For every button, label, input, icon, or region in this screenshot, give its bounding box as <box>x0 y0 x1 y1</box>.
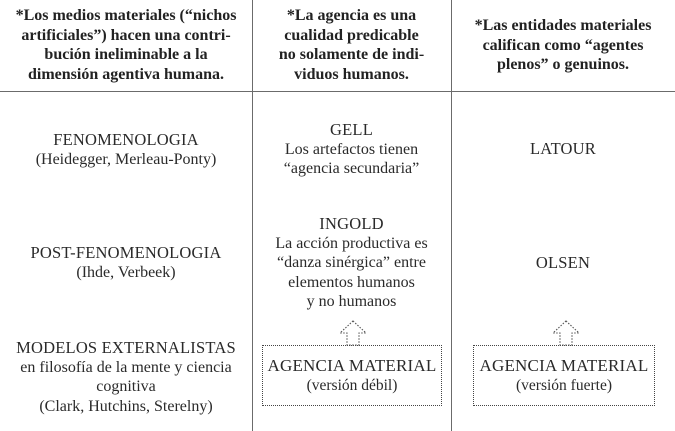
ingold-line: y no humanos <box>306 293 397 310</box>
agencia-material-fuerte-subtitle: (versión fuerte) <box>516 376 612 394</box>
header-col2 <box>252 6 451 84</box>
header-col3 <box>451 16 675 75</box>
externalistas-title: MODELOS EXTERNALISTAS <box>16 338 236 357</box>
up-arrow-icon <box>551 320 581 346</box>
header-col2-line: no solamente de indi- <box>278 46 425 63</box>
header-col2-line: viduos humanos. <box>294 65 409 83</box>
header-col2-line: *La agencia es una <box>286 7 417 24</box>
latour-block <box>451 139 675 159</box>
ingold-block <box>252 214 451 312</box>
agencia-material-fuerte-box <box>473 345 655 406</box>
latour-title: LATOUR <box>530 139 596 158</box>
header-col2-line: cualidad predicable <box>284 26 419 44</box>
header-col1-line: *Los medios materiales (“nichos <box>15 7 237 24</box>
ingold-title: INGOLD <box>319 214 384 233</box>
header-divider <box>0 91 675 92</box>
gell-block <box>252 120 451 179</box>
olsen-block <box>451 253 675 273</box>
header-col1 <box>0 6 252 84</box>
post-fenomenologia-title: POST-FENOMENOLOGIA <box>30 243 222 262</box>
ingold-line: “danza sinérgica” entre <box>277 254 426 271</box>
externalistas-block <box>0 338 252 416</box>
up-arrow-icon <box>338 320 368 346</box>
header-col3-line: *Las entidades materiales <box>474 17 652 34</box>
gell-title: GELL <box>330 120 373 139</box>
ingold-line: La acción productiva es <box>275 234 428 252</box>
header-col1-line: dimensión agentiva humana. <box>27 65 225 83</box>
gell-line: “agencia secundaria” <box>283 160 420 177</box>
agencia-material-fuerte-title: AGENCIA MATERIAL <box>479 355 649 375</box>
ingold-line: elementos humanos <box>288 273 415 291</box>
header-col1-line: bución ineliminable a la <box>44 46 208 63</box>
olsen-title: OLSEN <box>535 253 591 272</box>
header-col3-line: plenos” o genuinos. <box>496 56 630 73</box>
fenomenologia-authors: (Heidegger, Merleau-Ponty) <box>35 150 217 168</box>
fenomenologia-block <box>0 130 252 169</box>
post-fenomenologia-block <box>0 243 252 282</box>
externalistas-authors: (Clark, Hutchins, Sterelny) <box>39 397 213 415</box>
externalistas-line: en filosofía de la mente y ciencia <box>20 358 232 376</box>
post-fenomenologia-authors: (Ihde, Verbeek) <box>76 263 176 281</box>
externalistas-line: cognitiva <box>96 378 156 395</box>
fenomenologia-title: FENOMENOLOGIA <box>53 130 199 149</box>
agencia-material-debil-title: AGENCIA MATERIAL <box>267 355 437 375</box>
agencia-material-debil-subtitle: (versión débil) <box>306 376 398 394</box>
gell-line: Los artefactos tienen <box>284 140 419 158</box>
header-col1-line: artificiales”) hacen una contri- <box>21 26 231 44</box>
header-col3-line: califican como “agentes <box>482 36 644 54</box>
agencia-material-debil-box <box>262 345 442 406</box>
